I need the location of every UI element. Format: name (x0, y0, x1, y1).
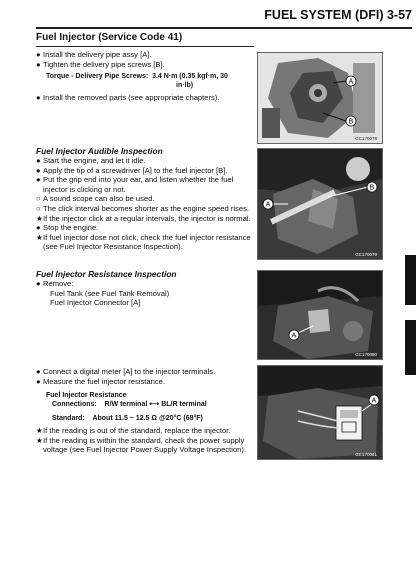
callout-b: B (348, 118, 354, 126)
section-title: Fuel Injector (Service Code 41) (36, 32, 183, 43)
install-steps: ● Install the delivery pipe assy [A]. ● Tighten the delivery pipe screws [B]. Torque - Delivery Pipe Screws: 3.4 N·m (0.35 kgf·m, 30 in·lb) ● Install the removed parts (see appropriate chapters). (36, 50, 258, 103)
callout-a: A (348, 78, 354, 86)
callout-a: A (265, 201, 271, 209)
resistance-measure: ● Connect a digital meter [A] to the injector terminals. ● Measure the fuel injector resistance. Fuel Injector Resistance Connections: R/W terminal ⟷ BL/R terminal Standard: About 11.5 ~ 12.5 Ω @20°C (68°F) ★ If the reading is out of the standard, replace the injector. ★ If the reading is within the standard, check the power supply voltage (see Fuel Injector Power Supply Voltage Inspection). (36, 367, 258, 455)
spec-title: Fuel Injector Resistance (46, 392, 127, 400)
step-text: Tighten the delivery pipe screws [B]. (43, 59, 165, 69)
callout-b: B (369, 184, 375, 192)
header-rule (36, 27, 412, 29)
connections-spec: Connections: R/W terminal ⟷ BL/R terminal (52, 401, 207, 409)
delivery-pipe-photo (257, 52, 383, 144)
chapter-tab (405, 320, 416, 375)
photo-id: GC170078 (355, 136, 377, 141)
step-text: Install the delivery pipe assy [A]. (43, 50, 152, 59)
audible-heading: Fuel Injector Audible Inspection (36, 146, 163, 156)
audible-inspection: Fuel Injector Audible Inspection ● Start the engine, and let it idle. ● Apply the tip of a screwdriver [A] to the fuel injector [B]. ● Put the grip end into your ear, and listen whether the fuel injector is clicking or not. ○ A sound scope can also be used. ○ The click interval becomes shorter as the engine speed rises. ★ If the injector click at a regular intervals, the injector is normal. ● Stop the engine. ★ If fuel injector dose not click, check the fuel injector resistance (see Fuel Injector Resistance Inspection). (36, 146, 258, 252)
photo-id: GC170081 (355, 452, 377, 457)
photo-id: GC170080 (355, 352, 377, 357)
chapter-tab (405, 255, 416, 305)
section-rule (36, 46, 254, 47)
torque-spec: Torque - Delivery Pipe Screws: 3.4 N·m (0.35 kgf·m, 30 in·lb) (46, 73, 228, 90)
connector-photo (257, 270, 383, 360)
callout-a: A (291, 332, 297, 340)
standard-spec: Standard: About 11.5 ~ 12.5 Ω @20°C (68°F) (52, 415, 203, 423)
meter-photo (257, 365, 383, 460)
resistance-inspection: Fuel Injector Resistance Inspection ● Remove: Fuel Tank (see Fuel Tank Removal) Fuel Injector Connector [A] (36, 269, 258, 308)
photo-id: GC170079 (355, 252, 377, 257)
audible-photo (257, 148, 383, 260)
page-header: FUEL SYSTEM (DFI) 3-57 (264, 8, 412, 22)
step-text: Install the removed parts (see appropriate chapters). (43, 93, 220, 103)
callout-a: A (371, 397, 377, 405)
resistance-heading: Fuel Injector Resistance Inspection (36, 269, 177, 279)
